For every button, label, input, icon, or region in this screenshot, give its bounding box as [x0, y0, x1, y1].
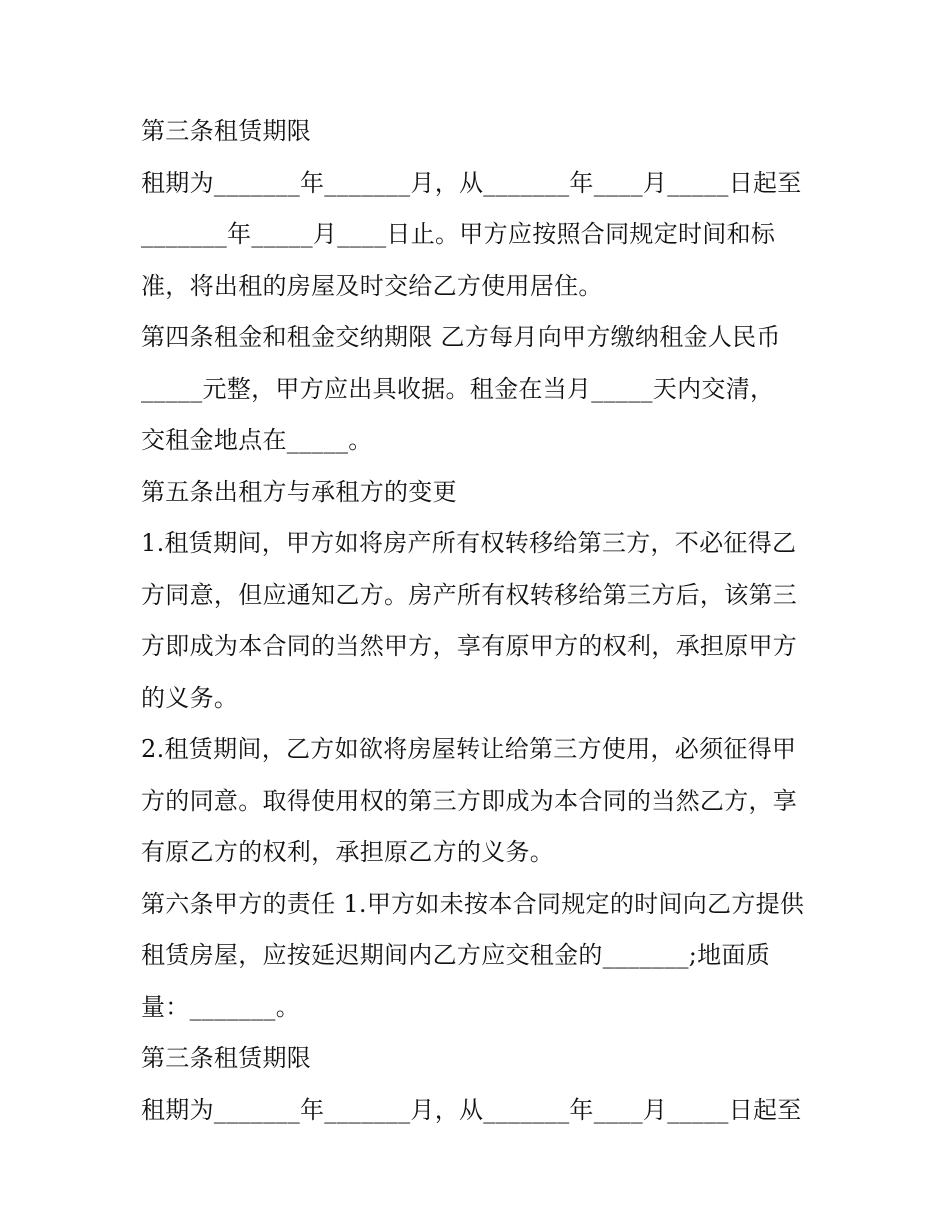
text-line: 2.租赁期间，乙方如欲将房屋转让给第三方使用，必须征得甲 — [141, 735, 797, 763]
text-line: 1.租赁期间，甲方如将房产所有权转移给第三方，不必征得乙 — [141, 529, 797, 557]
contract-text — [141, 106, 821, 1136]
text-line: 方的同意。取得使用权的第三方即成为本合同的当然乙方，享 — [141, 786, 798, 815]
section-heading-lease-term-repeat: 第三条租赁期限 — [141, 1044, 312, 1072]
text-line: 租赁房屋，应按延迟期间内乙方应交租金的_______;地面质 — [141, 941, 771, 969]
text-line: 准，将出租的房屋及时交给乙方使用居住。 — [141, 271, 603, 300]
text-line: 方同意，但应通知乙方。房产所有权转移给第三方后，该第三 — [141, 580, 798, 609]
section-heading-lease-term: 第三条租赁期限 — [141, 117, 312, 145]
text-line: 租期为_______年_______月，从_______年____月_____日起至 — [141, 1095, 802, 1124]
section-heading-rent: 第四条租金和租金交纳期限 乙方每月向甲方缴纳租金人民币 — [141, 323, 781, 351]
text-line: 有原乙方的权利，承担原乙方的义务。 — [141, 838, 555, 866]
text-line: 租期为_______年_______月，从_______年____月_____日起至 — [141, 168, 802, 197]
text-line: 方即成为本合同的当然甲方，享有原甲方的权利，承担原甲方 — [141, 632, 798, 660]
text-line: 量：_______。 — [141, 992, 300, 1021]
text-line: 的义务。 — [141, 683, 239, 712]
text-line: 交租金地点在_____。 — [141, 426, 373, 454]
section-heading-party-change: 第五条出租方与承租方的变更 — [141, 477, 457, 506]
text-line: _______年_____月____日止。甲方应按照合同规定时间和标 — [141, 220, 776, 248]
text-line: _____元整，甲方应出具收据。租金在当月_____天内交清， — [141, 374, 775, 403]
section-heading-lessor-duty: 第六条甲方的责任 1.甲方如未按本合同规定的时间向乙方提供 — [141, 889, 805, 918]
